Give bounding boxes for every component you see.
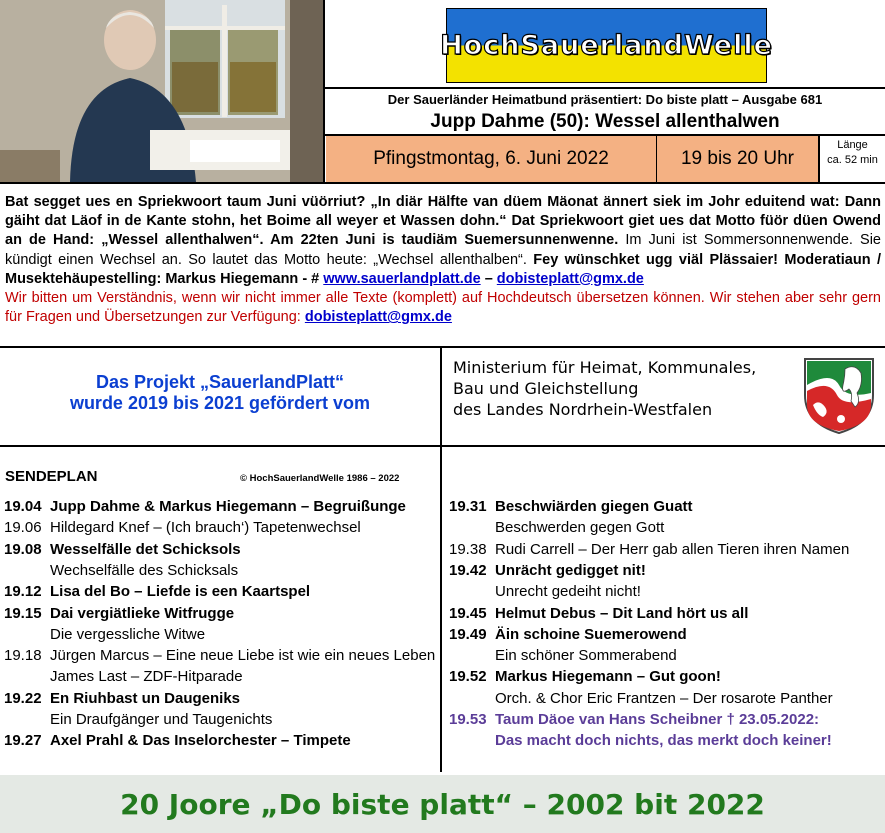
schedule-title: Wesselfälle det Schicksols	[50, 540, 241, 558]
footer-text: 20 Joore „Do biste platt“ – 2002 bit 2022	[120, 787, 765, 821]
schedule-title: Unrecht gedeiht nicht!	[495, 583, 641, 601]
schedule-title: Ein schöner Sommerabend	[495, 647, 677, 665]
length-value: ca. 52 min	[827, 154, 878, 166]
schedule-title: Helmut Debus – Dit Land hört us all	[495, 604, 749, 622]
logo-text: HochSauerlandWelle	[440, 30, 773, 61]
schedule-row	[4, 688, 240, 709]
schedule-title: SENDEPLAN	[5, 468, 98, 485]
presenter-photo	[0, 0, 323, 182]
divider	[0, 346, 885, 348]
schedule-row	[449, 730, 832, 751]
divider	[0, 445, 885, 447]
length-label: Länge	[837, 139, 868, 151]
schedule-time: 19.15	[4, 604, 42, 622]
schedule-time: 19.04	[4, 498, 42, 515]
schedule-time: 19.38	[449, 540, 487, 558]
broadcast-date	[326, 136, 656, 182]
schedule-row	[4, 517, 361, 538]
footer-banner	[0, 775, 885, 833]
schedule-row	[449, 496, 693, 517]
schedule-title: Jupp Dahme & Markus Hiegemann – Begruißunge	[50, 498, 406, 515]
schedule-row	[449, 603, 748, 624]
description-intro: Bat segget ues en Spriekwoort taum Juni vüörriut? „In diär Hälfte van düem Mäonat ännert siek im Johr eduitend wat: Dann gäiht dat Läof in de Kante stohn, het Boime all weyer et Wassen dohn.“ Dat Spriekwoort giet ues dat Motto füör düen Owend an de Hand: „Wessel allenthalwen“. Am 22ten Juni is taudiäm Suemersunnenwenne.	[5, 194, 881, 249]
schedule-title: Wechselfälle des Schicksals	[50, 561, 239, 579]
website-link[interactable]: www.sauerlandplatt.de	[323, 270, 481, 287]
schedule-title: En Riuhbast un Daugeniks	[50, 689, 241, 707]
divider	[440, 348, 442, 772]
schedule-time: 19.42	[449, 561, 487, 579]
schedule-title: Markus Hiegemann – Gut goon!	[495, 668, 721, 686]
schedule-time: 19.06	[4, 519, 42, 537]
schedule-row	[4, 645, 435, 666]
schedule-title: Ein Draufgänger und Taugenichts	[50, 711, 273, 728]
description-moderation: Fey wünschket ugg viäl Plässaier! Moderatiaun / Musektehäupestelling: Markus Hiegemann - #	[5, 251, 881, 287]
schedule-time: 19.45	[449, 604, 487, 622]
schedule-row	[449, 645, 677, 666]
schedule-row	[4, 603, 234, 624]
hochsauerlandwelle-logo	[440, 8, 773, 83]
schedule-row	[449, 560, 646, 581]
schedule-time: 19.53	[449, 711, 487, 728]
email-link-2[interactable]: dobisteplatt@gmx.de	[304, 309, 452, 326]
ministry-name	[453, 357, 793, 420]
schedule-row	[4, 560, 238, 581]
schedule-title: Das macht doch nichts, das merkt doch keiner!	[495, 732, 832, 750]
schedule-row	[449, 666, 721, 687]
schedule-time: 19.08	[4, 540, 42, 558]
presents-line: Der Sauerländer Heimatbund präsentiert: Do biste platt – Ausgabe 681	[387, 92, 823, 107]
schedule-time: 19.52	[449, 668, 487, 686]
schedule-title: Orch. & Chor Eric Frantzen – Der rosarote Panther	[495, 689, 833, 707]
schedule-row	[4, 581, 310, 602]
time-text: 19 bis 20 Uhr	[680, 148, 794, 169]
schedule-row	[449, 688, 833, 709]
ministry-line-2: Bau und Gleichstellung	[453, 379, 639, 398]
schedule-title: Jürgen Marcus – Eine neue Liebe ist wie ein neues Leben	[50, 647, 436, 665]
schedule-time: 19.18	[4, 647, 42, 665]
schedule-row	[449, 624, 687, 645]
schedule-row	[449, 517, 664, 538]
schedule-title: Lisa del Bo – Liefde is een Kaartspel	[50, 583, 311, 601]
nrw-crest-icon	[801, 355, 877, 440]
project-line-1: Das Projekt „SauerlandPlatt“	[95, 372, 345, 392]
schedule-title: Dai vergiätlieke Witfrugge	[50, 604, 235, 622]
schedule-row	[4, 496, 406, 517]
schedule-title: Die vergessliche Witwe	[50, 625, 206, 643]
ministry-line-1: Ministerium für Heimat, Kommunales,	[453, 358, 757, 377]
schedule-time: 19.22	[4, 689, 42, 707]
schedule-title: Äin schoine Suemerowend	[495, 625, 687, 643]
description	[5, 193, 881, 327]
dash: –	[480, 270, 497, 287]
schedule-row	[4, 624, 205, 645]
broadcast-time	[657, 136, 818, 182]
schedule-row	[4, 666, 243, 687]
schedule-time: 19.12	[4, 583, 42, 601]
schedule-row	[449, 581, 641, 602]
schedule-time: 19.49	[449, 625, 487, 643]
schedule-time: 19.27	[4, 732, 42, 750]
schedule-title: Axel Prahl & Das Inselorchester – Timpete	[50, 732, 351, 750]
schedule-title: Rudi Carrell – Der Herr gab allen Tieren ihren Namen	[495, 540, 850, 558]
schedule-title: Hildegard Knef – (Ich brauch‘) Tapetenwechsel	[50, 519, 361, 537]
schedule-row	[4, 709, 272, 730]
episode-title: Jupp Dahme (50): Wessel allenthalwen	[430, 111, 780, 132]
description-german: Im Juni ist Sommersonnenwende. Sie kündigt einen Wechsel an. So lautet das Motto heute: „Wechsel allenthalben“.	[5, 232, 881, 268]
divider	[325, 87, 885, 89]
schedule-row	[4, 539, 241, 560]
divider	[0, 182, 885, 184]
schedule-row	[4, 730, 351, 751]
email-link[interactable]: dobisteplatt@gmx.de	[496, 270, 644, 287]
copyright: © HochSauerlandWelle 1986 – 2022	[240, 473, 400, 484]
project-line-2: wurde 2019 bis 2021 gefördert vom	[69, 393, 371, 413]
length-info	[820, 138, 885, 168]
schedule-title: James Last – ZDF-Hitparade	[50, 668, 243, 686]
date-text: Pfingstmontag, 6. Juni 2022	[373, 148, 609, 169]
schedule-time: 19.31	[449, 498, 487, 515]
schedule-title: Unrächt gedigget nit!	[495, 561, 646, 579]
translation-note: Wir bitten um Verständnis, wenn wir nicht immer alle Texte (komplett) auf Hochdeutsch übersetzen können. Wir stehen aber sehr gern für Fragen und Übersetzungen zur Verfügung:	[5, 290, 881, 326]
schedule-title: Taum Däoe van Hans Scheibner † 23.05.2022:	[495, 711, 820, 728]
ministry-line-3: des Landes Nordrhein-Westfalen	[453, 400, 713, 419]
schedule-title: Beschwerden gegen Gott	[495, 519, 665, 537]
schedule-row	[449, 709, 819, 730]
schedule-row	[449, 539, 849, 560]
schedule-title: Beschwiärden giegen Guatt	[495, 498, 693, 515]
project-funding	[0, 372, 440, 414]
